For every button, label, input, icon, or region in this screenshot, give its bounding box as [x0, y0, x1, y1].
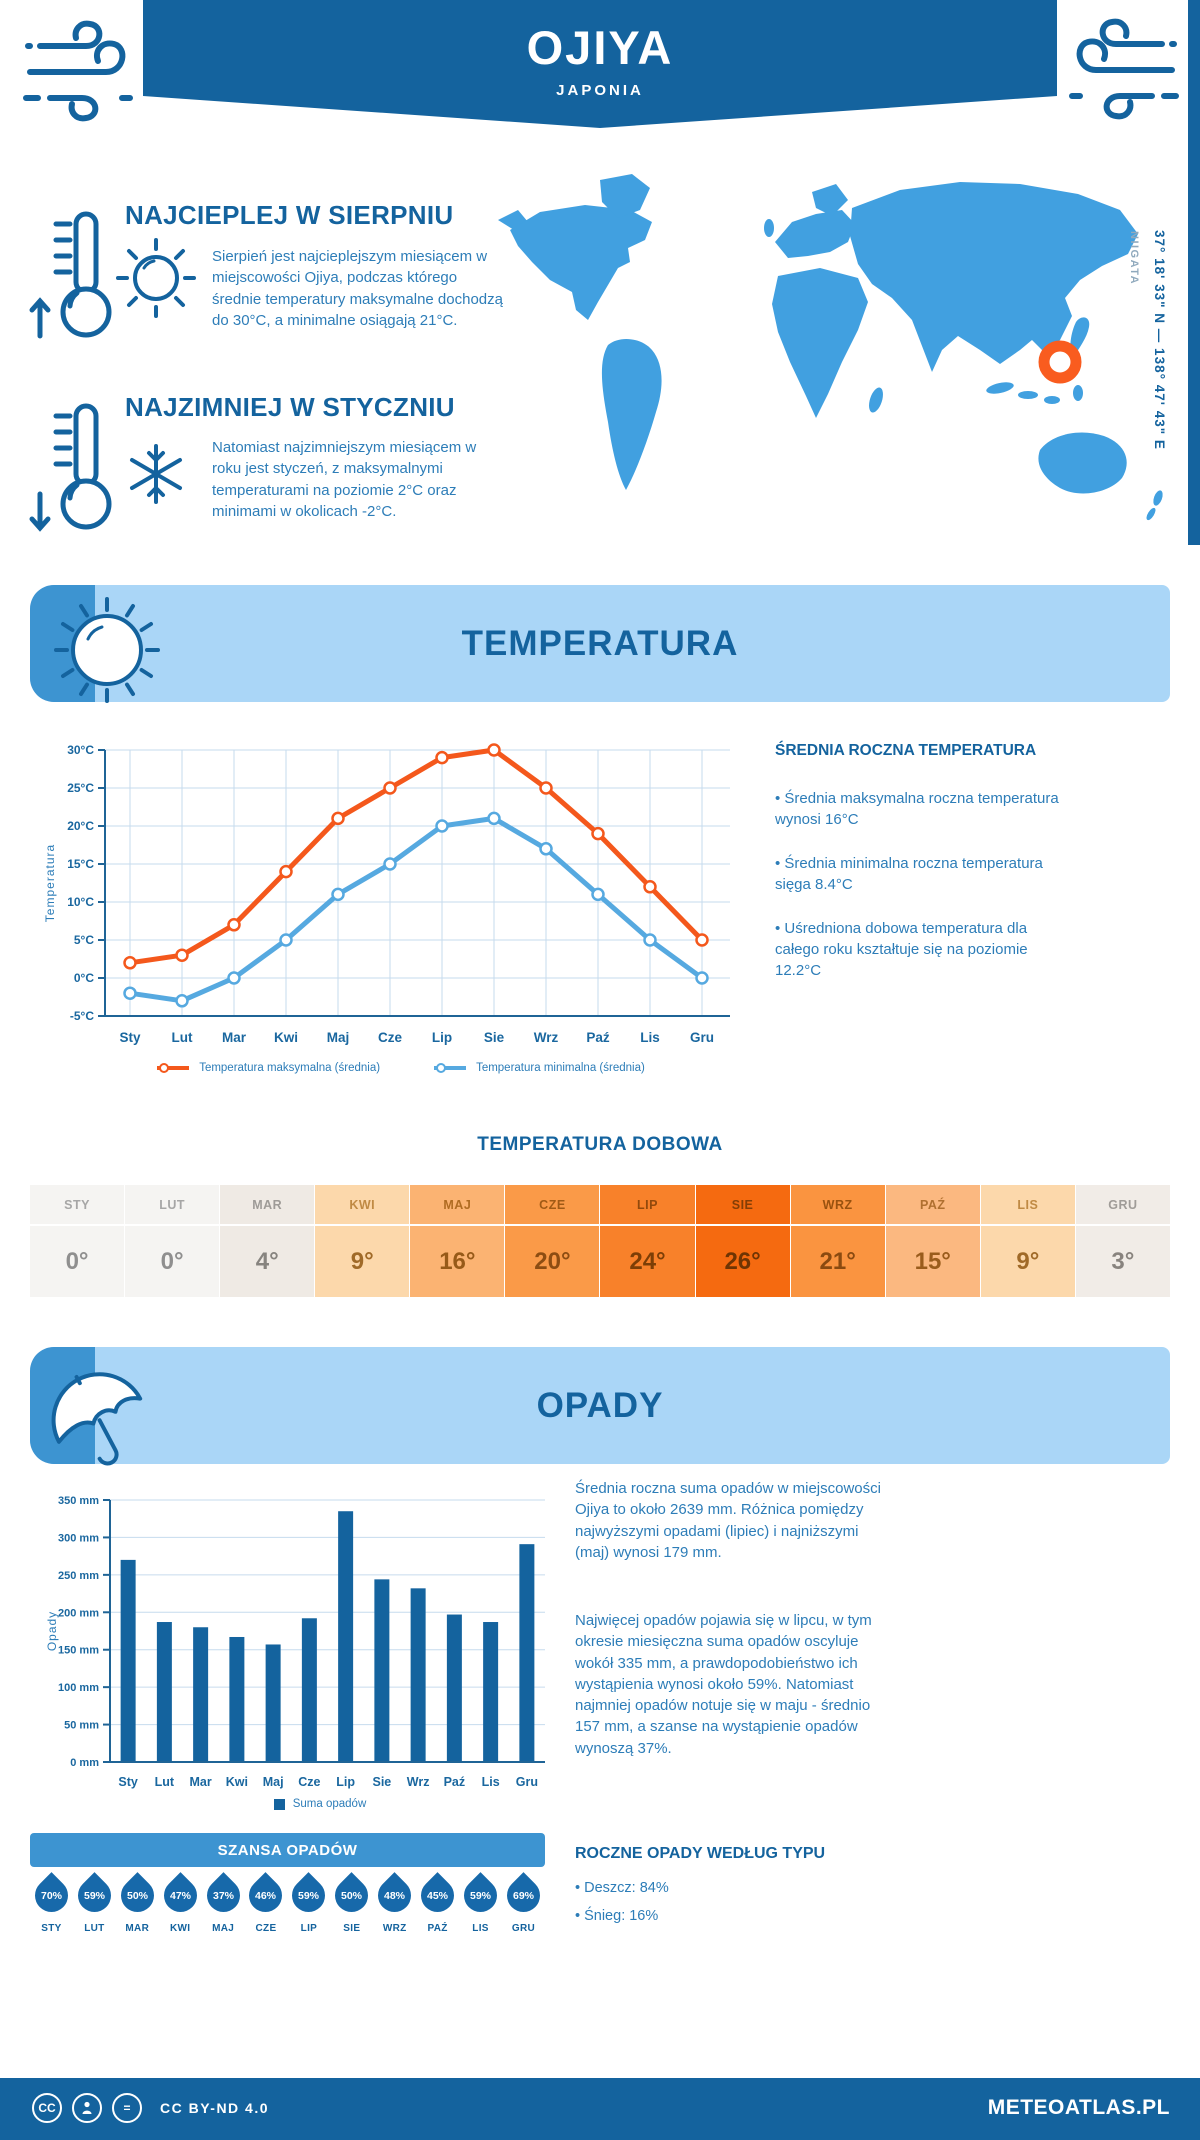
page-title: OJIYA — [526, 21, 674, 74]
chance-value: 47% — [169, 1889, 191, 1902]
svg-text:Lut: Lut — [154, 1775, 175, 1789]
daily-temp-column — [125, 1185, 219, 1297]
daily-temp-column — [886, 1185, 980, 1297]
temperature-section-title: TEMPERATURA — [461, 623, 739, 663]
month-label: STY — [41, 1923, 62, 1934]
precipitation-paragraph: Średnia roczna suma opadów w miejscowości Ojiya to około 2639 mm. Różnica pomiędzy najwyższymi opadami (lipiec) i najniższymi (maj) wynosi 179 mm. — [575, 1480, 881, 1561]
svg-text:Lis: Lis — [481, 1775, 500, 1789]
raindrop-icon — [457, 1872, 504, 1919]
svg-text:300 mm: 300 mm — [58, 1532, 99, 1545]
temp-value: 3° — [1076, 1226, 1170, 1297]
svg-text:Sie: Sie — [372, 1775, 392, 1789]
raindrop-icon — [71, 1872, 118, 1919]
month-label: SIE — [343, 1923, 361, 1934]
chance-item — [245, 1872, 287, 1934]
chance-item — [30, 1872, 72, 1934]
legend-item: Suma opadów — [274, 1798, 367, 1810]
daily-temp-column — [981, 1185, 1075, 1297]
raindrop-icon — [328, 1872, 375, 1919]
svg-text:250 mm: 250 mm — [58, 1569, 99, 1582]
svg-text:-5°C: -5°C — [69, 1009, 94, 1023]
sun-icon — [118, 240, 194, 316]
daily-temp-column — [600, 1185, 694, 1297]
svg-text:Wrz: Wrz — [406, 1775, 430, 1789]
daily-temp-column — [1076, 1185, 1170, 1297]
svg-text:Gru: Gru — [515, 1775, 538, 1789]
month-label: PAŹ — [886, 1185, 980, 1224]
precipitation-types-title: ROCZNE OPADY WEDŁUG TYPU — [575, 1845, 826, 1862]
temperature-chart-legend — [40, 1062, 760, 1074]
brand-label: METEOATLAS.PL — [987, 2096, 1170, 2119]
month-label: WRZ — [791, 1185, 885, 1224]
svg-text:20°C: 20°C — [67, 819, 94, 833]
svg-text:Sty: Sty — [118, 1775, 138, 1789]
month-label: MAR — [125, 1923, 150, 1934]
month-label: KWI — [315, 1185, 409, 1224]
chance-value: 46% — [255, 1889, 277, 1902]
region-label: NIIGATA — [1128, 231, 1140, 286]
svg-text:Paź: Paź — [586, 1030, 610, 1045]
svg-text:Lis: Lis — [640, 1030, 660, 1045]
temp-value: 0° — [30, 1226, 124, 1297]
svg-text:Temperatura: Temperatura — [43, 843, 57, 923]
svg-text:Cze: Cze — [377, 1030, 403, 1045]
raindrop-icon — [371, 1872, 418, 1919]
wind-icon — [22, 14, 144, 124]
temp-value: 21° — [791, 1226, 885, 1297]
month-label: LIS — [981, 1185, 1075, 1224]
svg-text:350 mm: 350 mm — [58, 1495, 99, 1507]
svg-text:Paź: Paź — [443, 1775, 466, 1789]
legend-item: Temperatura maksymalna (średnia) — [155, 1062, 380, 1074]
month-label: LUT — [125, 1185, 219, 1224]
chance-item — [159, 1872, 201, 1934]
chance-value: 69% — [512, 1889, 534, 1902]
month-label: PAŹ — [427, 1923, 448, 1934]
daily-temp-column — [220, 1185, 314, 1297]
svg-text:30°C: 30°C — [67, 743, 94, 757]
chance-value: 59% — [470, 1889, 492, 1902]
chance-item — [202, 1872, 244, 1934]
temp-value: 9° — [981, 1226, 1075, 1297]
precipitation-type: • Deszcz: 84% — [575, 1880, 669, 1896]
world-map — [480, 150, 1185, 545]
month-label: SIE — [696, 1185, 790, 1224]
svg-text:Kwi: Kwi — [225, 1775, 248, 1789]
precipitation-chart — [40, 1480, 600, 1810]
month-label: LIP — [600, 1185, 694, 1224]
svg-text:Sie: Sie — [483, 1030, 505, 1045]
svg-text:Lut: Lut — [171, 1030, 193, 1045]
chance-value: 59% — [83, 1889, 105, 1902]
cold-month-title: NAJZIMNIEJ W STYCZNIU — [125, 392, 455, 422]
cold-month-text: Natomiast najzimniejszym miesiącem w roku jest styczeń, z maksymalnymi temperaturami na poziomie 2°C oraz minimami w okolicach -2°C. — [212, 439, 477, 520]
month-label: WRZ — [382, 1923, 407, 1934]
chance-value: 45% — [427, 1889, 449, 1902]
temp-bullet: • Uśredniona dobowa temperatura dla całego roku kształtuje się na poziomie 12.2°C — [775, 920, 1028, 979]
coordinates-label: 37° 18' 33" N — 138° 47' 43" E — [1152, 230, 1167, 450]
chance-value: 37% — [212, 1889, 234, 1902]
month-label: CZE — [505, 1185, 599, 1224]
svg-text:5°C: 5°C — [73, 933, 94, 947]
license-icons — [32, 2093, 269, 2123]
svg-text:200 mm: 200 mm — [58, 1607, 99, 1620]
raindrop-icon — [414, 1872, 461, 1919]
temp-value: 16° — [410, 1226, 504, 1297]
daily-temp-column — [315, 1185, 409, 1297]
month-label: LIS — [472, 1923, 489, 1934]
temp-value: 26° — [696, 1226, 790, 1297]
chance-value: 50% — [341, 1889, 363, 1902]
legend-swatch — [155, 1062, 191, 1074]
svg-text:Kwi: Kwi — [273, 1030, 299, 1045]
svg-text:Gru: Gru — [689, 1030, 715, 1045]
svg-text:Wrz: Wrz — [533, 1030, 559, 1045]
svg-text:10°C: 10°C — [67, 895, 94, 909]
location-marker — [1044, 346, 1076, 378]
right-edge-strip — [1188, 0, 1200, 545]
temp-summary-title: ŚREDNIA ROCZNA TEMPERATURA — [775, 742, 1037, 759]
raindrop-icon — [157, 1872, 204, 1919]
warm-month-text: Sierpień jest najcieplejszym miesiącem w miejscowości Ojiya, podczas którego średnie temperatury maksymalne dochodzą do 30°C, a minimalne osiągają 21°C. — [212, 248, 503, 329]
daily-temp-column — [791, 1185, 885, 1297]
chance-of-precipitation-row — [30, 1872, 545, 1934]
raindrop-icon — [200, 1872, 247, 1919]
warm-month-title: NAJCIEPLEJ W SIERPNIU — [125, 200, 454, 230]
raindrop-icon — [243, 1872, 290, 1919]
chance-item — [288, 1872, 330, 1934]
chance-item — [73, 1872, 115, 1934]
svg-text:Sty: Sty — [119, 1030, 141, 1045]
chance-item — [417, 1872, 459, 1934]
daily-temperature-title: TEMPERATURA DOBOWA — [477, 1134, 723, 1155]
temperature-chart — [40, 735, 750, 1065]
temp-value: 24° — [600, 1226, 694, 1297]
month-label: LIP — [300, 1923, 318, 1934]
temp-value: 0° — [125, 1226, 219, 1297]
chance-item — [374, 1872, 416, 1934]
chance-item — [116, 1872, 158, 1934]
precipitation-section-title: OPADY — [536, 1385, 664, 1425]
cc-by-icon — [72, 2093, 102, 2123]
svg-text:Lip: Lip — [336, 1775, 355, 1789]
svg-text:15°C: 15°C — [67, 857, 94, 871]
daily-temp-column — [696, 1185, 790, 1297]
svg-text:Opady: Opady — [45, 1610, 59, 1652]
temp-value: 20° — [505, 1226, 599, 1297]
svg-text:25°C: 25°C — [67, 781, 94, 795]
month-label: MAJ — [410, 1185, 504, 1224]
svg-text:Mar: Mar — [221, 1030, 247, 1045]
license-label: CC BY-ND 4.0 — [160, 2100, 270, 2116]
wind-icon — [1058, 12, 1180, 122]
month-label: STY — [30, 1185, 124, 1224]
month-label: GRU — [511, 1923, 535, 1934]
temp-value: 4° — [220, 1226, 314, 1297]
daily-temp-column — [505, 1185, 599, 1297]
chance-value: 59% — [298, 1889, 320, 1902]
chance-item — [460, 1872, 502, 1934]
legend-item: Temperatura minimalna (średnia) — [432, 1062, 645, 1074]
svg-text:0 mm: 0 mm — [70, 1757, 99, 1769]
daily-temp-column — [410, 1185, 504, 1297]
legend-swatch — [274, 1799, 285, 1810]
chance-value: 50% — [126, 1889, 148, 1902]
svg-text:0°C: 0°C — [73, 971, 94, 985]
raindrop-icon — [500, 1872, 547, 1919]
svg-text:Mar: Mar — [189, 1775, 212, 1789]
precipitation-chart-legend — [40, 1798, 600, 1810]
raindrop-icon — [286, 1872, 333, 1919]
month-label: MAJ — [212, 1923, 235, 1934]
month-label: GRU — [1076, 1185, 1170, 1224]
legend-swatch — [432, 1062, 468, 1074]
temp-value: 9° — [315, 1226, 409, 1297]
chance-item — [502, 1872, 544, 1934]
month-label: MAR — [220, 1185, 314, 1224]
raindrop-icon — [28, 1872, 75, 1919]
daily-temp-column — [30, 1185, 124, 1297]
chance-item — [331, 1872, 373, 1934]
snowflake-icon — [132, 446, 180, 502]
svg-text:Lip: Lip — [431, 1030, 453, 1045]
temp-value: 15° — [886, 1226, 980, 1297]
month-label: LUT — [84, 1923, 105, 1934]
svg-text:Maj: Maj — [262, 1775, 284, 1789]
cc-nd-icon: = — [112, 2093, 142, 2123]
precipitation-type: • Śnieg: 16% — [575, 1908, 659, 1924]
chance-value: 70% — [40, 1889, 62, 1902]
month-label: KWI — [170, 1923, 191, 1934]
temp-bullet: • Średnia minimalna roczna temperatura sięga 8.4°C — [775, 855, 1043, 893]
svg-text:150 mm: 150 mm — [58, 1644, 99, 1657]
temp-bullet: • Średnia maksymalna roczna temperatura wynosi 16°C — [775, 790, 1059, 828]
chance-value: 48% — [384, 1889, 406, 1902]
raindrop-icon — [114, 1872, 161, 1919]
cc-icon: CC — [32, 2093, 62, 2123]
precipitation-paragraph: Najwięcej opadów pojawia się w lipcu, w tym okresie miesięczna suma opadów oscyluje wokół 335 mm, a prawdopodobieństwo ich wystąpienia wynosi około 59%. Natomiast najmniej opadów notuje się w maju - średnio 157 mm, a szanse na wystąpienie opadów wynoszą 37%. — [575, 1612, 872, 1757]
month-label: CZE — [255, 1923, 277, 1934]
svg-text:50 mm: 50 mm — [64, 1719, 99, 1732]
svg-text:Maj: Maj — [326, 1030, 350, 1045]
daily-temperature-table — [30, 1185, 1170, 1297]
svg-text:Cze: Cze — [298, 1775, 321, 1789]
svg-text:100 mm: 100 mm — [58, 1682, 99, 1695]
chance-of-precipitation-title: SZANSA OPADÓW — [30, 1833, 545, 1867]
country-label: JAPONIA — [556, 82, 644, 99]
